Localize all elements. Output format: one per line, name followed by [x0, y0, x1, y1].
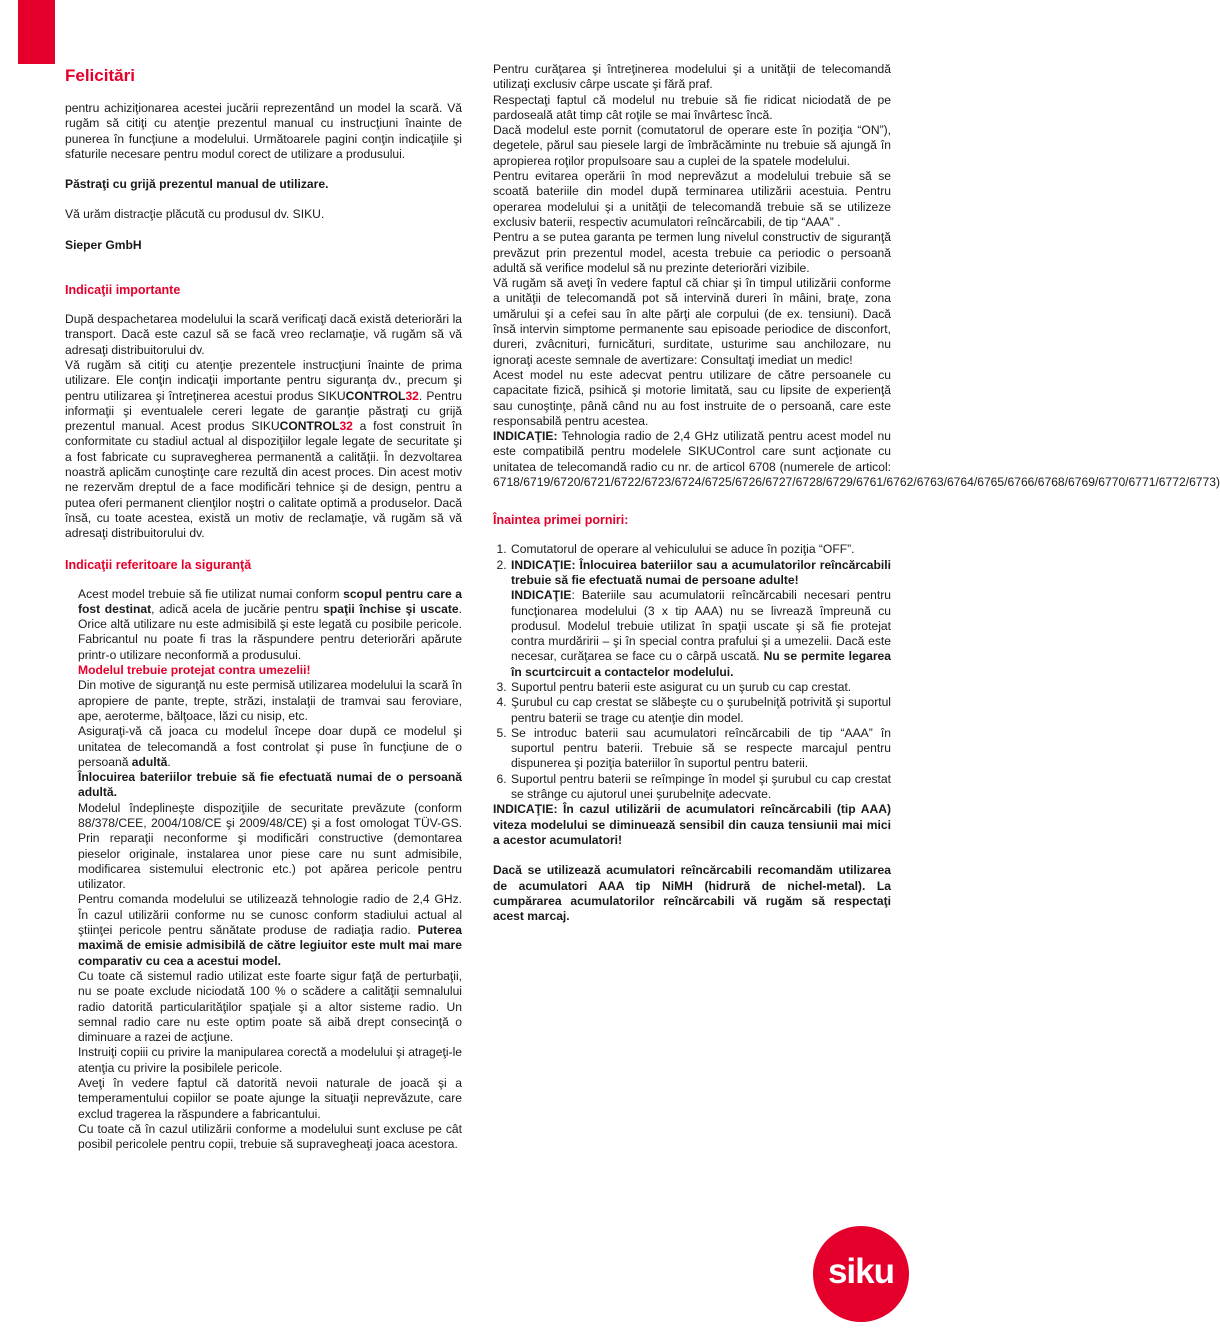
setup-step-4: 4. Şurubul cu cap crestat se slăbeşte cu o şurubelniţă potrivită şi suportul pentru baterii se trage cu atenţie din model.: [510, 695, 891, 726]
compatibility-note: INDICAŢIE: Tehnologia radio de 2,4 GHz utilizată pentru acest model nu este compatibilă pentru modelele SIKUControl care sunt acţionate cu unitatea de telecomandă radio cu nr. de articol 6708 (numerele de articol: 6718/6719/6720/6721/6722/6723/6724/6725/6726/6727/6728/6729/6761/6762/6763/6764/6765/6766/6768/6769/6770/6771/6772/6773): [493, 429, 1220, 490]
important-paragraph-1: După despachetarea modelului la scară verificaţi dacă există deteriorări la transport. Dacă este cazul să se facă vreo reclamaţie, vă rugăm să vă adresaţi distribuitorului dv.: [65, 312, 462, 357]
safety-paragraph-5: Modelul îndeplineşte dispoziţiile de securitate prevăzute (conform 88/378/CEE, 2004/108/CE şi 2009/48/CE) şi a fost omologat TÜV-GS. Prin reparaţii neconforme şi modificări constructive (demontarea pieselor originale, instalarea unor piese care nu sunt admisibile, modificarea sistemului electronic etc.) pot apărea pericole pentru utilizator.: [78, 800, 462, 892]
setup-step-2: 2. INDICAŢIE: Înlocuirea bateriilor sau a acumulatorilor reîncărcabili trebuie să fie efectuată numai de persoane adulte! INDICAŢIE: Bateriile sau acumulatorii reîncărcabili necesari pentru funcţionarea modelului (3 x tip AAA) nu se livrează împreună cu produsul. Modelul trebuie utilizat în spaţii uscate şi să fie protejat contra murdăririi – şi în special contra prafului şi a umezelii. Dacă este necesar, curăţarea se face cu o cârpă uscată. Nu se permite legarea în scurtcircuit a contactelor modelului.: [510, 558, 891, 680]
safety-paragraph-6: Pentru comanda modelului se utilizează tehnologie radio de 2,4 GHz. În cazul utilizării conforme nu se cunosc conform stadiului actual al ştiinţei pericole pentru sănătate produse de radiaţia radio. Puterea maximă de emisie admisibilă de către legiuitor este mult mai mare comparativ cu cea a acestui model.: [78, 892, 462, 968]
important-paragraph-2: Vă rugăm să citiţi cu atenţie prezentele instrucţiuni înainte de prima utilizare. Ele conţin indicaţii importante pentru siguranţa dv., precum şi pentru utilizarea şi întreţinerea acestui produs SIKUCONTROL32. Pentru informaţii şi eventualele cereri legate de garanţie păstraţi cu grijă prezentul manual. Acest produs SIKUCONTROL32 a fost construit în conformitate cu stadiul actual al dispoziţiilor legale legate de securitate şi a fost fabricate cu supravegherea permanentă a calităţii. În dezvoltarea noastră aplicăm cunoştinţe care rezultă din acest proces. Din acest motiv ne rezervăm dreptul de a face modificări tehnice şi de design, pentru a putea oferi permanent clienţilor noştri o calitate optimă a produselor. Dacă însă, cu toate acestea, există un motiv de reclamaţie, vă rugăm să vă adresaţi distribuitorului dv.: [65, 357, 463, 541]
important-heading: Indicaţii importante: [65, 283, 181, 298]
safety-paragraph-8: Instruiţi copiii cu privire la manipularea corectă a modelului şi atrageţi-le atenţia cu privire la posibilele pericole.: [78, 1045, 462, 1075]
safety-section: [65, 587, 462, 1153]
page-title: Felicitări: [65, 66, 135, 85]
setup-steps-list: [493, 542, 891, 802]
safety-paragraph-2: Din motive de siguranţă nu este permisă utilizarea modelului la scară în apropiere de pante, trepte, străzi, instalaţii de tramvai sau feroviare, ape, aeroterme, bălţoace, lăzi cu nisip, etc.: [78, 678, 462, 723]
siku-logo: [813, 1226, 909, 1322]
setup-step-3: 3. Suportul pentru baterii este asigurat cu un şurub cu cap crestat.: [510, 680, 891, 695]
left-column: [65, 62, 462, 1153]
care-paragraph-6: Vă rugăm să aveţi în vedere faptul că chiar şi în timpul utilizării conforme a unităţii de telecomandă pot să intervină dureri în mâini, braţe, zona umărului şi a cefei sau în alte părţi ale corpului (de ex. tensiuni). Dacă însă intervin simptome permanente sau episoade periodice de disconfort, dureri, zvâcnituri, furnicături, surditate, usturime sau anchilozare, nu ignoraţi aceste semnale de avertizare: Consultaţi imediat un medic!: [493, 276, 891, 367]
care-paragraph-2: Respectaţi faptul că modelul nu trebuie să fie ridicat niciodată de pe pardoseală atât timp cât roţile se mai învârtesc încă.: [493, 92, 891, 122]
care-paragraph-1: Pentru curăţarea şi întreţinerea modelului şi a unităţii de telecomandă utilizaţi exclusiv cârpe uscate şi fără praf.: [493, 62, 891, 92]
moisture-warning: Modelul trebuie protejat contra umezelii!: [78, 663, 311, 678]
battery-adult-warning: Înlocuirea bateriilor trebuie să fie efectuată numai de o persoană adultă.: [78, 770, 462, 800]
care-paragraph-4: Pentru evitarea operării în mod neprevăzut a modelului trebuie să se scoată bateriile din model după terminarea utilizării acestuia. Pentru operarea modelului şi a unităţii de telecomandă trebuie să se utilizeze exclusiv baterii, respectiv acumulatori reîncărcabili, de tip “AAA” .: [493, 169, 891, 229]
safety-paragraph-10: Cu toate că în cazul utilizării conforme a modelului sunt excluse pe cât posibil pericolele pentru copii, trebuie să supravegheaţi joaca acestora.: [78, 1121, 462, 1152]
setup-step-5: 5. Se introduc baterii sau acumulatori reîncărcabili de tip “AAA” în suportul pentru baterii. Trebuie să se respecte marcajul pentru dispunerea şi poziţia bateriilor în suportul pentru baterii.: [510, 726, 891, 772]
care-paragraph-3: Dacă modelul este pornit (comutatorul de operare este în poziţia “ON”), degetele, părul sau piesele largi de îmbrăcăminte nu trebuie să ajungă în apropierea roţilor propulsoare sau a cuplei de la spatele modelului.: [493, 123, 891, 168]
safety-paragraph-9: Aveţi în vedere faptul că datorită nevoii naturale de joacă şi a temperamentului copiilor se poate ajunge la situaţii neprevăzute, care exclud tragerea la răspundere a fabricantului.: [78, 1076, 462, 1121]
nimh-recommendation: Dacă se utilizează acumulatori reîncărcabili recomandăm utilizarea de acumulatori AAA tip NiMH (hidrură de nichel-metal). La cumpărarea acumulatorilor reîncărcabili vă rugăm să respectaţi acest marcaj.: [493, 863, 891, 924]
setup-step-6: 6. Suportul pentru baterii se reîmpinge în model şi şurubul cu cap crestat se strânge cu ajutorul unei şurubelniţe adecvate.: [510, 772, 891, 803]
care-paragraph-7: Acest model nu este adecvat pentru utilizare de către persoanele cu capacitate fizică, psihică şi motorie limitată, sau cu lipsite de experienţă sau cunoştinţe, până când nu au fost instruite de o persoană, care este responsabilă pentru acestea.: [493, 367, 891, 428]
safety-paragraph-1: Acest model trebuie să fie utilizat numai conform scopul pentru care a fost destinat, adică acela de jucărie pentru spaţii închise şi uscate. Orice altă utilizare nu este admisibilă şi este legată cu posibile pericole. Fabricantul nu poate fi tras la răspundere pentru deteriorări apărute printr-o utilizare neconformă a produsului.: [78, 586, 462, 662]
safety-paragraph-3: Asiguraţi-vă că joaca cu modelul începe doar după ce modelul şi unitatea de telecomandă a fost controlat şi puse în funcţiune de o persoană adultă.: [78, 724, 462, 769]
before-first-start-heading: Înaintea primei porniri:: [493, 513, 629, 528]
right-column: [493, 62, 1220, 924]
keep-manual-note: Păstraţi cu grijă prezentul manual de utilizare.: [65, 177, 329, 192]
company-name: Sieper GmbH: [65, 237, 142, 252]
setup-step-1: 1. Comutatorul de operare al vehiculului se aduce în poziţia “OFF”.: [510, 542, 891, 557]
care-paragraph-5: Pentru a se putea garanta pe termen lung nivelul constructiv de siguranţă prevăzut prin prezentul model, acesta trebuie ca periodic o persoană adultă să verifice modelul să nu prezinte deteriorări vizibile.: [493, 230, 891, 275]
wish-text: Vă urăm distracţie plăcută cu produsul dv. SIKU.: [65, 207, 325, 222]
safety-heading: Indicaţii referitoare la siguranţă: [65, 557, 252, 572]
safety-paragraph-7: Cu toate că sistemul radio utilizat este foarte sigur faţă de perturbaţii, nu se poate exclude niciodată 100 % o scădere a calităţii semnalului radio datorită particularităţilor spaţiale şi a altor sisteme radio. Un semnal radio care nu este optim poate să aibă drept consecinţă o diminuare a razei de acţiune.: [78, 968, 462, 1045]
siku-logo-text: siku: [827, 1252, 895, 1291]
intro-paragraph: pentru achiziţionarea acestei jucării reprezentând un model la scară. Vă rugăm să citiţi cu atenţie prezentul manual cu instrucţiuni înainte de punerea în funcţiune a modelului. Următoarele pagini conţin indicaţiile şi sfaturile necesare pentru modul corect de utilizare a produsului.: [65, 101, 462, 161]
rechargeable-speed-note: INDICAŢIE: În cazul utilizării de acumulatori reîncărcabili (tip AAA) viteza modelului se diminuează sensibil din cauza tensiunii mai mici a acestor acumulatori!: [493, 802, 891, 847]
red-corner-tab: [18, 0, 55, 64]
